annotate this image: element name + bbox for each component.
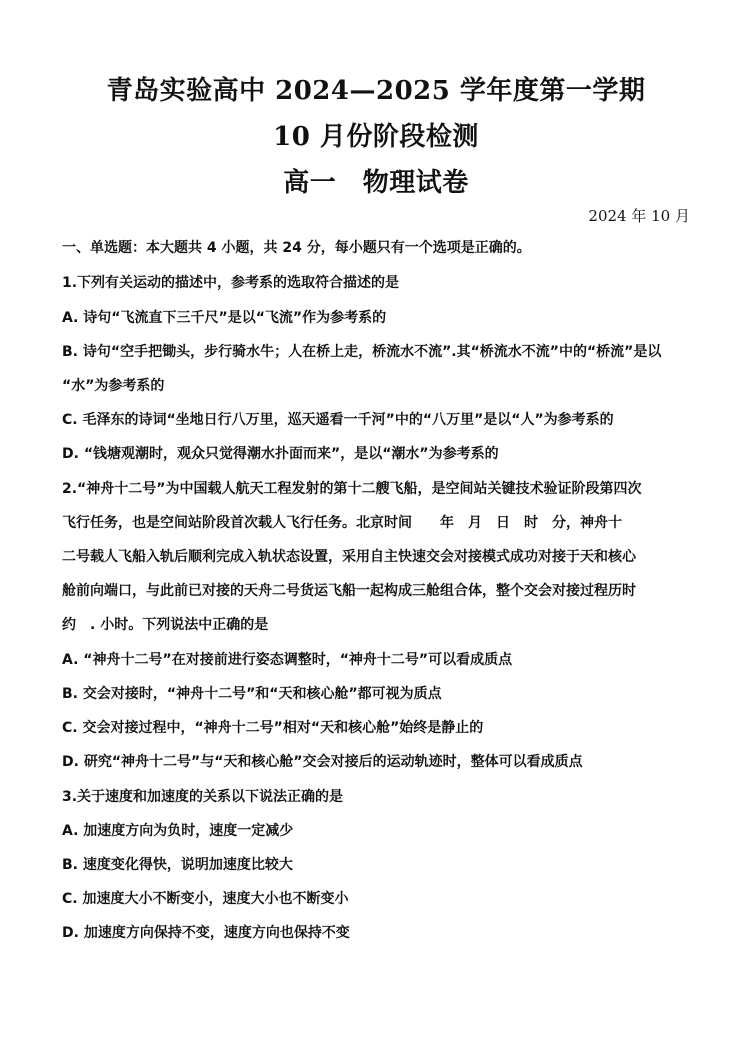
question-2-option-a: A. “神舟十二号”在对接前进行姿态调整时，“神舟十二号”可以看成质点 [62, 652, 513, 668]
question-2-stem-line5: 约 . 小时。下列说法中正确的是 [62, 617, 269, 633]
question-2-option-b: B. 交会对接时，“神舟十二号”和“天和核心舱”都可视为质点 [62, 686, 442, 702]
exam-title-period: 10 月份阶段检测 [273, 122, 479, 152]
section-heading: 一、单选题：本大题共 4 小题，共 24 分，每小题只有一个选项是正确的。 [62, 240, 531, 256]
question-1-option-b-line2: “水”为参考系的 [62, 378, 165, 394]
question-1-option-a: A. 诗句“飞流直下三千尺”是以“飞流”作为参考系的 [62, 310, 387, 326]
question-2-stem-line2: 飞行任务，也是空间站阶段首次载人飞行任务。北京时间 年 月 日 时 分，神舟十 [62, 515, 622, 531]
question-3-stem: 3.关于速度和加速度的关系以下说法正确的是 [62, 789, 344, 805]
question-3-option-c: C. 加速度大小不断变小，速度大小也不断变小 [62, 891, 349, 907]
exam-date: 2024 年 10 月 [588, 207, 690, 225]
question-3-option-b: B. 速度变化得快，说明加速度比较大 [62, 857, 293, 873]
question-2-stem-line3: 二号载人飞船入轨后顺利完成入轨状态设置，采用自主快速交会对接模式成功对接于天和核心 [62, 549, 636, 565]
exam-title-subject: 高一 物理试卷 [283, 168, 469, 198]
question-1-stem: 1.下列有关运动的描述中，参考系的选取符合描述的是 [62, 275, 400, 291]
question-1-option-d: D. “钱塘观潮时，观众只觉得潮水扑面而来”，是以“潮水”为参考系的 [62, 446, 499, 462]
exam-title-school: 青岛实验高中 2024—2025 学年度第一学期 [106, 76, 646, 106]
question-3-option-a: A. 加速度方向为负时，速度一定减少 [62, 823, 294, 839]
question-2-stem-line4: 舱前向端口，与此前已对接的天舟二号货运飞船一起构成三舱组合体，整个交会对接过程历时 [62, 583, 636, 599]
question-2-stem-line1: 2.“神舟十二号”为中国载人航天工程发射的第十二艘飞船，是空间站关键技术验证阶段第四次 [62, 481, 642, 497]
question-2-option-d: D. 研究“神舟十二号”与“天和核心舱”交会对接后的运动轨迹时，整体可以看成质点 [62, 754, 583, 770]
question-1-option-c: C. 毛泽东的诗词“坐地日行八万里，巡天遥看一千河”中的“八万里”是以“人”为参考系的 [62, 412, 614, 428]
question-3-option-d: D. 加速度方向保持不变，速度方向也保持不变 [62, 925, 350, 941]
question-2-option-c: C. 交会对接过程中，“神舟十二号”相对“天和核心舱”始终是静止的 [62, 720, 484, 736]
question-1-option-b-line1: B. 诗句“空手把锄头，步行骑水牛；人在桥上走，桥流水不流”.其“桥流水不流”中的“桥流”是以 [62, 344, 662, 360]
